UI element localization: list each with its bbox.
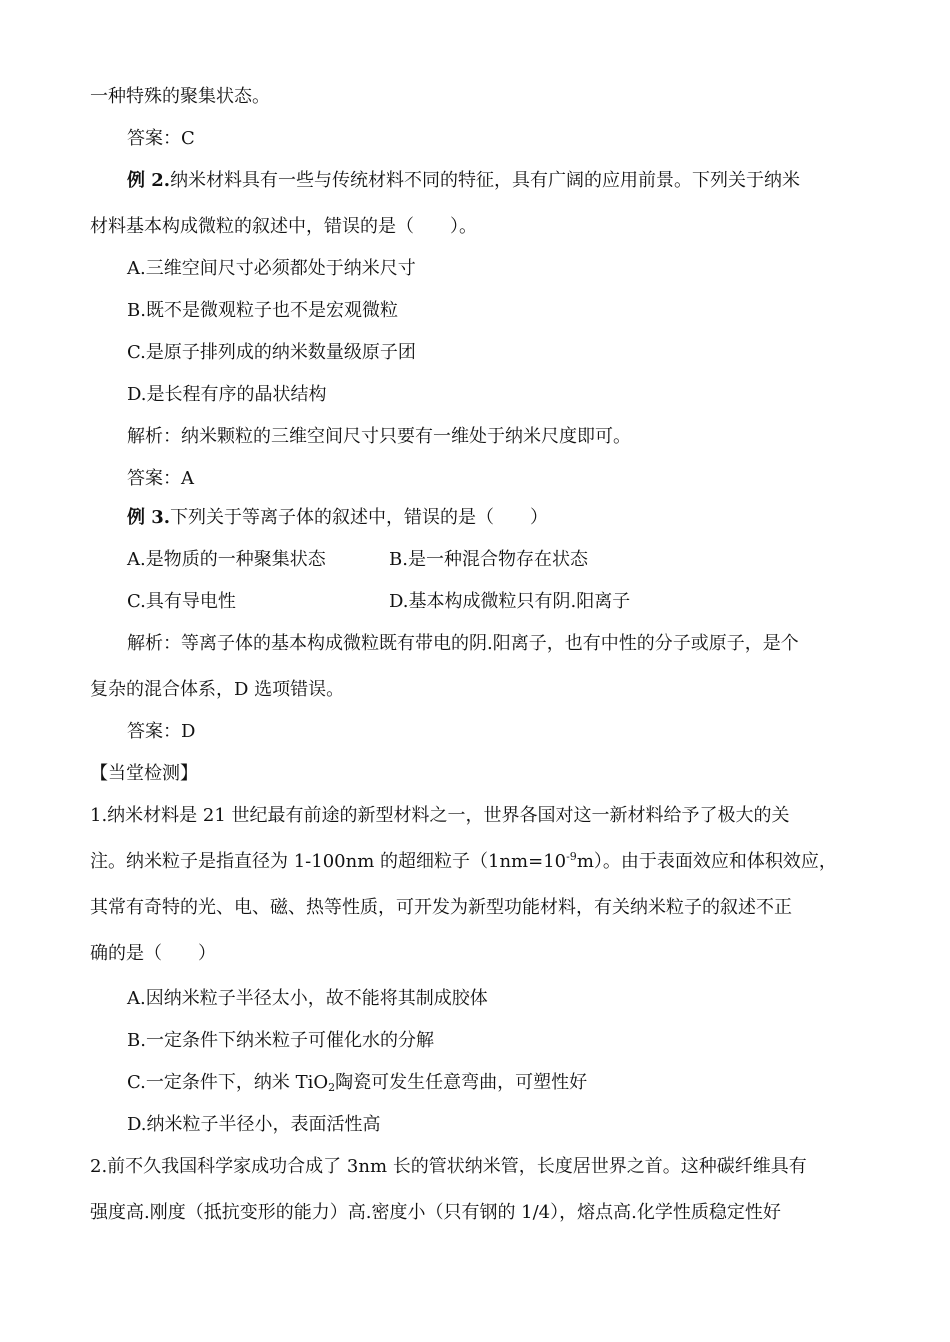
text-span: C.一定条件下，纳米 TiO xyxy=(127,1072,329,1093)
text-line: 一种特殊的聚集状态。 xyxy=(90,86,270,107)
text-span: m）。由于表面效应和体积效应， xyxy=(576,851,837,872)
answer-line: 答案：A xyxy=(127,468,194,489)
question-line: 2.前不久我国科学家成功合成了 3nm 长的管状纳米管，长度居世界之首。这种碳纤维具有 xyxy=(90,1156,807,1177)
question-line: 强度高.刚度（抵抗变形的能力）高.密度小（只有钢的 1/4），熔点高.化学性质稳定性好 xyxy=(90,1202,781,1223)
example-3-line xyxy=(127,506,548,530)
option-line: A.是物质的一种聚集状态 xyxy=(127,549,326,570)
analysis-line: 解析：纳米颗粒的三维空间尺寸只要有一维处于纳米尺度即可。 xyxy=(127,426,631,447)
text-span: 陶瓷可发生任意弯曲，可塑性好 xyxy=(335,1072,588,1093)
section-heading: 【当堂检测】 xyxy=(90,763,198,784)
text-span: 下列关于等离子体的叙述中，错误的是（ ） xyxy=(170,507,549,528)
example-2-line xyxy=(127,169,800,193)
text-line: 复杂的混合体系，D 选项错误。 xyxy=(90,679,345,700)
answer-line: 答案：D xyxy=(127,721,196,742)
option-line: B.一定条件下纳米粒子可催化水的分解 xyxy=(127,1030,434,1051)
question-line: 1.纳米材料是 21 世纪最有前途的新型材料之一，世界各国对这一新材料给予了极大的关 xyxy=(90,805,790,826)
option-line: A.因纳米粒子半径太小，故不能将其制成胶体 xyxy=(127,988,488,1009)
subscript: 2 xyxy=(328,1081,336,1094)
question-line: 其常有奇特的光、电、磁、热等性质，可开发为新型功能材料，有关纳米粒子的叙述不正 xyxy=(90,897,792,918)
option-line: D.基本构成微粒只有阴.阳离子 xyxy=(389,591,631,612)
text-span: 纳米材料具有一些与传统材料不同的特征，具有广阔的应用前景。下列关于纳米 xyxy=(170,170,801,191)
option-line xyxy=(127,1071,587,1095)
question-line: 确的是（ ） xyxy=(90,943,216,964)
superscript: -9 xyxy=(566,850,577,863)
option-line: C.具有导电性 xyxy=(127,591,236,612)
question-line xyxy=(90,850,837,874)
option-line: A.三维空间尺寸必须都处于纳米尺寸 xyxy=(127,258,416,279)
answer-line: 答案：C xyxy=(127,128,195,149)
option-line: B.是一种混合物存在状态 xyxy=(389,549,588,570)
analysis-line: 解析：等离子体的基本构成微粒既有带电的阴.阳离子，也有中性的分子或原子，是个 xyxy=(127,633,799,654)
option-line: D.是长程有序的晶状结构 xyxy=(127,384,327,405)
text-span: 注。纳米粒子是指直径为 1-100nm 的超细粒子（1nm=10 xyxy=(90,851,567,872)
option-line: B.既不是微观粒子也不是宏观微粒 xyxy=(127,300,398,321)
option-line: D.纳米粒子半径小，表面活性高 xyxy=(127,1114,381,1135)
example-label: 例 3. xyxy=(127,507,171,528)
text-line: 材料基本构成微粒的叙述中，错误的是（ ）。 xyxy=(90,216,477,237)
option-line: C.是原子排列成的纳米数量级原子团 xyxy=(127,342,416,363)
example-label: 例 2. xyxy=(127,170,171,191)
